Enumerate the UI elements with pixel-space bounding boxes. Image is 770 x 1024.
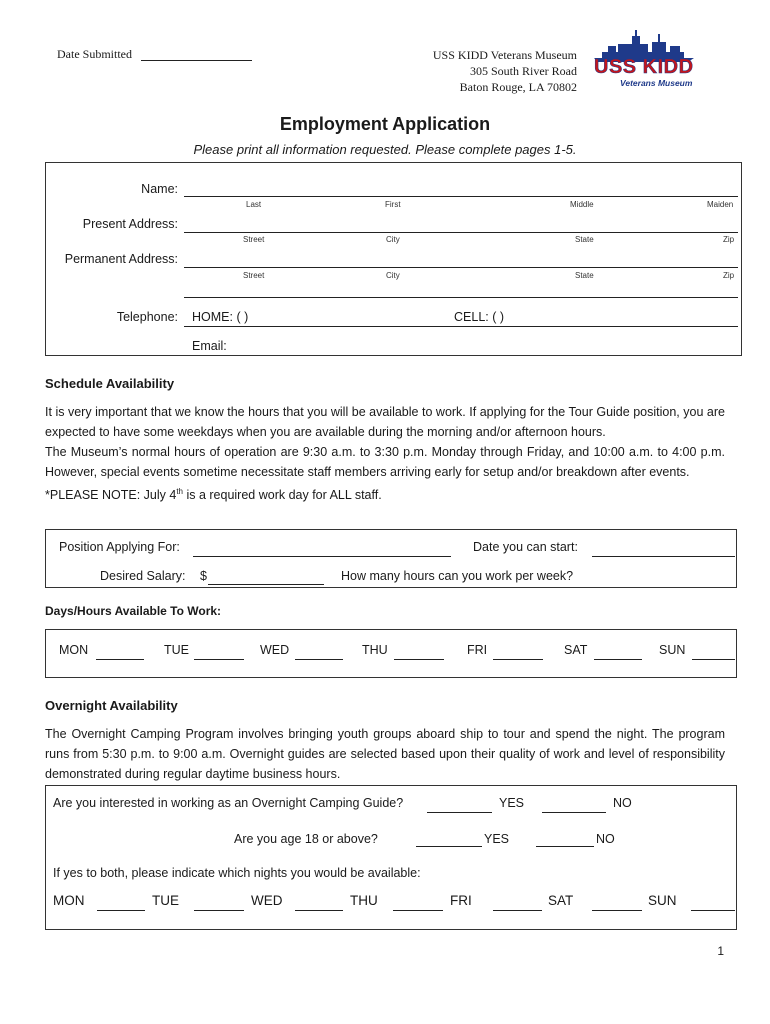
night-fri: FRI xyxy=(450,893,472,908)
page-subtitle: Please print all information requested. Please complete pages 1-5. xyxy=(193,142,577,157)
night-tue-field[interactable] xyxy=(194,910,244,911)
night-sun: SUN xyxy=(648,893,677,908)
date-submitted-field[interactable] xyxy=(141,60,252,61)
name-sub-last: Last xyxy=(246,200,262,209)
cell-phone-label: CELL: ( ) xyxy=(454,310,505,324)
permanent-sub-zip: Zip xyxy=(723,271,735,280)
age-yes-label: YES xyxy=(484,832,510,846)
night-sun-field[interactable] xyxy=(691,910,735,911)
day-tue: TUE xyxy=(164,643,189,657)
salary-symbol: $ xyxy=(200,569,207,583)
day-fri: FRI xyxy=(467,643,488,657)
name-label: Name: xyxy=(141,182,178,196)
age-no-label: NO xyxy=(596,832,615,846)
night-fri-field[interactable] xyxy=(493,910,542,911)
logo-subtitle: Veterans Museum xyxy=(620,78,693,88)
org-name: USS KIDD Veterans Museum xyxy=(432,48,577,62)
telephone-field[interactable] xyxy=(184,326,738,327)
museum-address xyxy=(380,47,577,95)
overnight-heading: Overnight Availability xyxy=(45,698,178,713)
age-question: Are you age 18 or above? xyxy=(234,832,378,846)
telephone-label: Telephone: xyxy=(116,310,178,324)
schedule-note: *PLEASE NOTE: July 4th is a required work day for ALL staff. xyxy=(45,487,382,503)
schedule-paragraph-1: It is very important that we know the hours that you will be available to work. If applying for the Tour Guide position, you are expected to have some weekdays when you are available during the morning and/or afternoon hours. xyxy=(45,405,725,439)
present-sub-zip: Zip xyxy=(723,235,735,244)
days-box xyxy=(45,629,737,678)
age-yes-field[interactable] xyxy=(416,846,482,847)
overnight-yes-label: YES xyxy=(499,796,525,810)
night-wed: WED xyxy=(251,893,283,908)
days-heading: Days/Hours Available To Work: xyxy=(45,604,222,618)
night-mon-field[interactable] xyxy=(97,910,145,911)
position-field[interactable] xyxy=(193,556,451,557)
overnight-yes-field[interactable] xyxy=(427,812,492,813)
position-label: Position Applying For: xyxy=(59,540,180,554)
name-field[interactable] xyxy=(184,196,738,197)
name-sub-first: First xyxy=(385,200,401,209)
present-address-field[interactable] xyxy=(184,232,738,233)
day-sun-field[interactable] xyxy=(692,659,735,660)
overnight-question: Are you interested in working as an Overnight Camping Guide? xyxy=(53,796,404,810)
page-number: 1 xyxy=(717,944,724,958)
permanent-sub-street: Street xyxy=(243,271,265,280)
org-street: 305 South River Road xyxy=(470,64,577,78)
night-wed-field[interactable] xyxy=(295,910,343,911)
day-mon-field[interactable] xyxy=(96,659,144,660)
name-sub-maiden: Maiden xyxy=(707,200,734,209)
day-tue-field[interactable] xyxy=(194,659,244,660)
day-mon: MON xyxy=(59,643,89,657)
home-phone-label: HOME: ( ) xyxy=(192,310,249,324)
night-thu: THU xyxy=(350,893,378,908)
present-sub-street: Street xyxy=(243,235,265,244)
day-wed: WED xyxy=(260,643,290,657)
permanent-sub-state: State xyxy=(575,271,594,280)
day-wed-field[interactable] xyxy=(295,659,343,660)
salary-label: Desired Salary: xyxy=(100,569,186,583)
schedule-paragraph-2: The Museum’s normal hours of operation are 9:30 a.m. to 3:30 p.m. Monday through Friday, and 10:00 a.m. to 4:00 p.m. However, special events sometime necessitate staff members arriving early for setup and/or breakdown after events. xyxy=(45,445,725,479)
present-sub-state: State xyxy=(575,235,594,244)
day-thu: THU xyxy=(362,643,388,657)
present-address-label: Present Address: xyxy=(82,217,178,231)
overnight-no-field[interactable] xyxy=(542,812,606,813)
night-tue: TUE xyxy=(152,893,179,908)
night-sat-field[interactable] xyxy=(592,910,642,911)
page-title: Employment Application xyxy=(279,114,491,134)
start-date-label: Date you can start: xyxy=(473,540,578,554)
org-city: Baton Rouge, LA 70802 xyxy=(459,80,577,94)
day-sun: SUN xyxy=(659,643,686,657)
overnight-no-label: NO xyxy=(613,796,632,810)
hours-label: How many hours can you work per week? xyxy=(341,569,574,583)
night-thu-field[interactable] xyxy=(393,910,443,911)
start-date-field[interactable] xyxy=(592,556,735,557)
uss-kidd-logo xyxy=(588,30,700,92)
nights-question: If yes to both, please indicate which nights you would be available: xyxy=(53,866,421,880)
date-submitted-label: Date Submitted xyxy=(57,47,132,61)
age-no-field[interactable] xyxy=(536,846,594,847)
night-sat: SAT xyxy=(548,893,574,908)
permanent-address-field[interactable] xyxy=(184,267,738,268)
schedule-heading: Schedule Availability xyxy=(45,376,175,391)
day-sat: SAT xyxy=(564,643,588,657)
day-sat-field[interactable] xyxy=(594,659,642,660)
permanent-address-line2[interactable] xyxy=(184,297,738,298)
day-thu-field[interactable] xyxy=(394,659,444,660)
logo-title: USS KIDD xyxy=(594,56,694,78)
overnight-paragraph: The Overnight Camping Program involves bringing youth groups aboard ship to tour and spend the night. The program runs from 5:30 p.m. to 9:00 a.m. Overnight guides are selected based upon their quality of work and level of responsibility demonstrated during regular daytime business hours. xyxy=(45,727,725,781)
permanent-sub-city: City xyxy=(386,271,400,280)
salary-field[interactable] xyxy=(208,584,324,585)
present-sub-city: City xyxy=(386,235,400,244)
schedule-text xyxy=(45,402,725,505)
day-fri-field[interactable] xyxy=(493,659,543,660)
night-mon: MON xyxy=(53,893,85,908)
name-sub-middle: Middle xyxy=(570,200,594,209)
permanent-address-label: Permanent Address: xyxy=(64,252,178,266)
email-label: Email: xyxy=(192,339,227,353)
